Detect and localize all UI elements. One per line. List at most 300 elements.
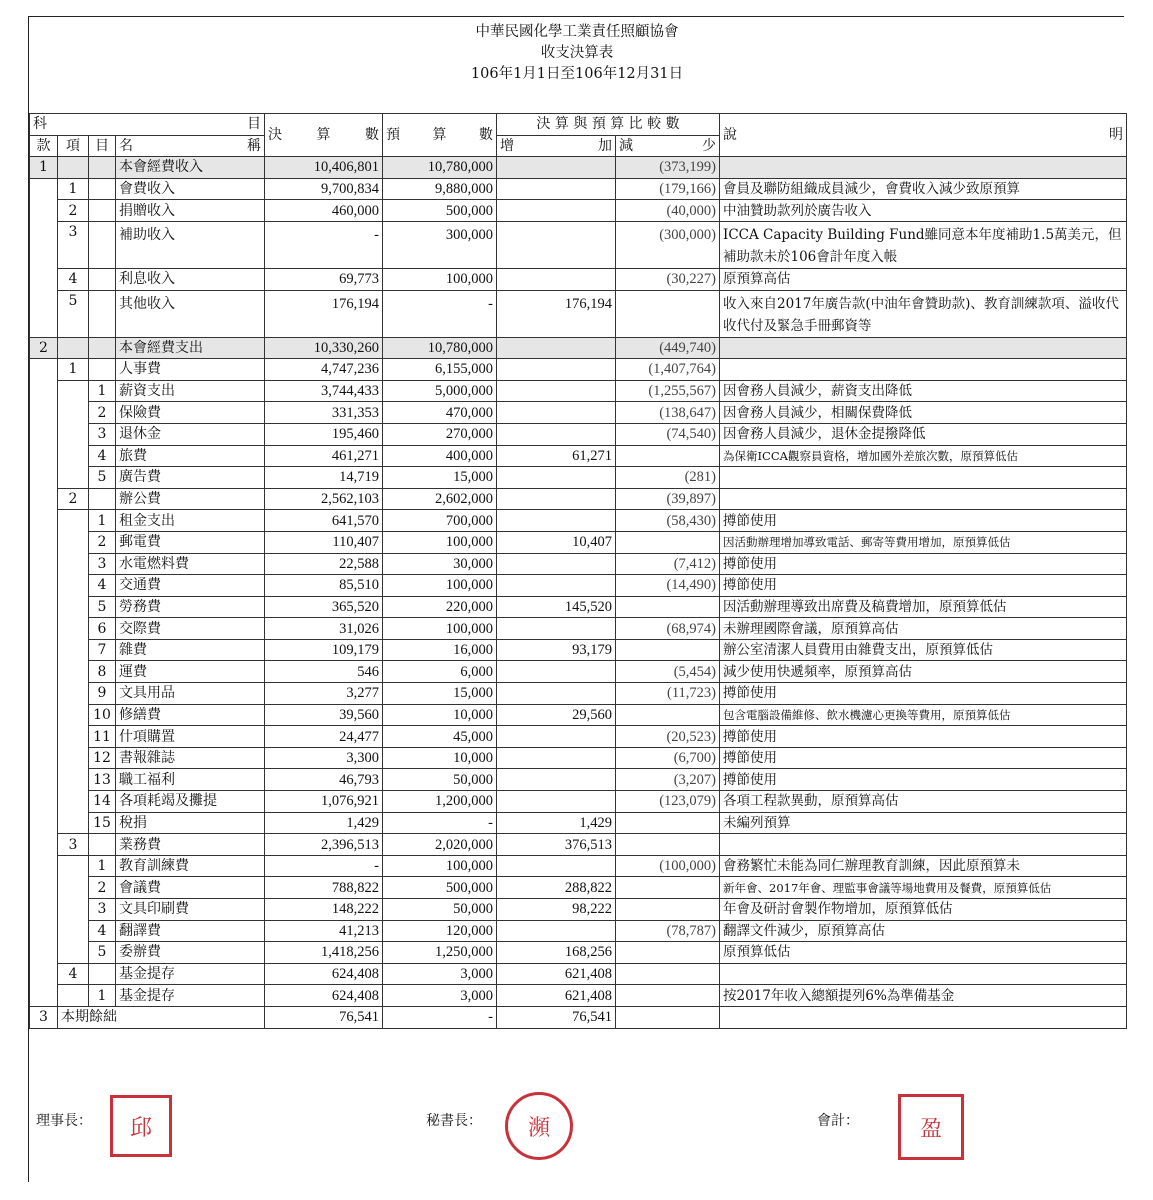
cell-kuan — [30, 268, 58, 290]
cell-mu: 5 — [89, 596, 116, 618]
cell-budget: 100,000 — [383, 531, 497, 553]
cell-mu: 6 — [89, 618, 116, 640]
cell-name: 保險費 — [116, 402, 265, 424]
cell-decrease — [616, 639, 720, 661]
cell-actual: 76,541 — [265, 1006, 383, 1028]
cell-increase — [497, 200, 616, 222]
cell-mu: 1 — [89, 855, 116, 877]
cell-actual: 788,822 — [265, 877, 383, 899]
cell-actual: 546 — [265, 661, 383, 683]
cell-name: 水電燃料費 — [116, 553, 265, 575]
cell-decrease: (1,407,764) — [616, 359, 720, 381]
cell-name: 職工福利 — [116, 769, 265, 791]
cell-actual: 109,179 — [265, 639, 383, 661]
cell-note: 各項工程款異動，原預算高估 — [720, 791, 1127, 813]
cell-decrease: (14,490) — [616, 575, 720, 597]
cell-decrease: (6,700) — [616, 747, 720, 769]
cell-budget: - — [383, 1006, 497, 1028]
cell-note: 原預算高估 — [720, 268, 1127, 290]
cell-mu — [89, 268, 116, 290]
cell-decrease: (40,000) — [616, 200, 720, 222]
cell-actual: 31,026 — [265, 618, 383, 640]
cell-xiang — [58, 920, 89, 942]
cell-budget: 45,000 — [383, 726, 497, 748]
cell-kuan — [30, 380, 58, 402]
cell-decrease: (20,523) — [616, 726, 720, 748]
cell-mu: 4 — [89, 575, 116, 597]
cell-mu: 3 — [89, 553, 116, 575]
cell-mu — [89, 963, 116, 985]
cell-name: 本期餘絀 — [58, 1006, 265, 1028]
table-row — [30, 747, 1127, 769]
accountant-label: 會計： — [817, 1113, 859, 1129]
cell-note: 未辦理國際會議，原預算高估 — [720, 618, 1127, 640]
cell-note: 為保衛ICCA觀察員資格，增加國外差旅次數，原預算低估 — [720, 445, 1127, 467]
cell-mu: 1 — [89, 380, 116, 402]
cell-name: 文具用品 — [116, 683, 265, 705]
col-inc-2: 加 — [598, 137, 612, 154]
cell-name: 辦公費 — [116, 488, 265, 510]
cell-decrease: (11,723) — [616, 683, 720, 705]
cell-increase — [497, 683, 616, 705]
cell-kuan — [30, 488, 58, 510]
cell-name: 各項耗竭及攤提 — [116, 791, 265, 813]
cell-note: 因會務人員減少，薪資支出降低 — [720, 380, 1127, 402]
table-row — [30, 531, 1127, 553]
cell-decrease — [616, 531, 720, 553]
cell-increase — [497, 618, 616, 640]
cell-actual: 39,560 — [265, 704, 383, 726]
cell-note: 未編列預算 — [720, 812, 1127, 834]
cell-name: 人事費 — [116, 359, 265, 381]
cell-kuan — [30, 704, 58, 726]
cell-xiang — [58, 855, 89, 877]
cell-increase — [497, 726, 616, 748]
table-row — [30, 812, 1127, 834]
cell-mu — [89, 337, 116, 359]
cell-kuan — [30, 661, 58, 683]
cell-actual: 365,520 — [265, 596, 383, 618]
cell-note: 會員及聯防組織成員減少，會費收入減少致原預算 — [720, 178, 1127, 200]
cell-decrease: (74,540) — [616, 423, 720, 445]
col-actual-1: 決 — [268, 127, 282, 144]
cell-xiang — [58, 402, 89, 424]
cell-kuan — [30, 575, 58, 597]
cell-xiang — [58, 747, 89, 769]
cell-note: 撙節使用 — [720, 769, 1127, 791]
cell-xiang: 2 — [58, 200, 89, 222]
cell-actual: - — [265, 221, 383, 268]
cell-mu: 2 — [89, 531, 116, 553]
table-row — [30, 510, 1127, 532]
cell-actual: 3,300 — [265, 747, 383, 769]
cell-increase: 10,407 — [497, 531, 616, 553]
cell-name: 委辦費 — [116, 942, 265, 964]
cell-xiang: 4 — [58, 268, 89, 290]
cell-name: 廣告費 — [116, 467, 265, 489]
cell-name: 雜費 — [116, 639, 265, 661]
cell-kuan — [30, 467, 58, 489]
cell-kuan — [30, 791, 58, 813]
table-row — [30, 704, 1127, 726]
cell-actual: 1,076,921 — [265, 791, 383, 813]
cell-increase — [497, 510, 616, 532]
cell-budget: 6,000 — [383, 661, 497, 683]
cell-xiang — [58, 467, 89, 489]
cell-kuan — [30, 920, 58, 942]
cell-note — [720, 359, 1127, 381]
cell-decrease: (138,647) — [616, 402, 720, 424]
col-actual-2: 算 — [316, 127, 331, 144]
cell-note: 因會務人員減少，退休金提撥降低 — [720, 423, 1127, 445]
cell-decrease: (68,974) — [616, 618, 720, 640]
col-budget-2: 算 — [432, 127, 447, 144]
table-row — [30, 337, 1127, 359]
table-row — [30, 683, 1127, 705]
cell-mu: 14 — [89, 791, 116, 813]
cell-note — [720, 1006, 1127, 1028]
cell-name: 勞務費 — [116, 596, 265, 618]
cell-name: 交際費 — [116, 618, 265, 640]
table-row — [30, 791, 1127, 813]
cell-mu: 3 — [89, 423, 116, 445]
col-inc-1: 增 — [500, 137, 514, 154]
cell-mu — [89, 359, 116, 381]
cell-kuan — [30, 769, 58, 791]
cell-budget: 9,880,000 — [383, 178, 497, 200]
cell-name: 什項購置 — [116, 726, 265, 748]
cell-name: 教育訓練費 — [116, 855, 265, 877]
cell-mu — [89, 290, 116, 337]
cell-name: 捐贈收入 — [116, 200, 265, 222]
cell-name: 薪資支出 — [116, 380, 265, 402]
cell-actual: 1,429 — [265, 812, 383, 834]
cell-name: 租金支出 — [116, 510, 265, 532]
cell-note: 按2017年收入總額提列6%為準備基金 — [720, 985, 1127, 1007]
cell-mu: 11 — [89, 726, 116, 748]
cell-kuan — [30, 877, 58, 899]
cell-mu: 10 — [89, 704, 116, 726]
cell-kuan: 1 — [30, 157, 58, 179]
cell-decrease: (449,740) — [616, 337, 720, 359]
cell-name: 本會經費支出 — [116, 337, 265, 359]
cell-decrease: (179,166) — [616, 178, 720, 200]
cell-name: 文具印刷費 — [116, 899, 265, 921]
cell-kuan — [30, 942, 58, 964]
cell-name: 交通費 — [116, 575, 265, 597]
cell-note: 會務繁忙未能為同仁辦理教育訓練，因此原預算未 — [720, 855, 1127, 877]
cell-increase — [497, 157, 616, 179]
cell-actual: - — [265, 855, 383, 877]
cell-kuan — [30, 221, 58, 268]
cell-decrease: (39,897) — [616, 488, 720, 510]
cell-budget: 300,000 — [383, 221, 497, 268]
cell-name: 補助收入 — [116, 221, 265, 268]
table-row — [30, 1006, 1127, 1028]
cell-xiang — [58, 380, 89, 402]
cell-note: 原預算低估 — [720, 942, 1127, 964]
cell-xiang — [58, 726, 89, 748]
cell-increase: 288,822 — [497, 877, 616, 899]
cell-note: ICCA Capacity Building Fund雖同意本年度補助1.5萬美元，但補助款未於106會計年度入帳 — [720, 221, 1127, 268]
cell-xiang — [58, 985, 89, 1007]
cell-note — [720, 157, 1127, 179]
cell-budget: - — [383, 290, 497, 337]
cell-budget: 30,000 — [383, 553, 497, 575]
cell-mu — [89, 488, 116, 510]
cell-budget: 50,000 — [383, 899, 497, 921]
cell-actual: 2,396,513 — [265, 834, 383, 856]
table-row — [30, 877, 1127, 899]
cell-actual: 461,271 — [265, 445, 383, 467]
cell-increase: 93,179 — [497, 639, 616, 661]
cell-budget: 16,000 — [383, 639, 497, 661]
cell-budget: 10,780,000 — [383, 157, 497, 179]
cell-kuan — [30, 200, 58, 222]
cell-mu: 8 — [89, 661, 116, 683]
col-note-2: 明 — [1109, 127, 1123, 144]
cell-kuan: 3 — [30, 1006, 58, 1028]
cell-decrease — [616, 942, 720, 964]
cell-increase: 1,429 — [497, 812, 616, 834]
cell-name: 會議費 — [116, 877, 265, 899]
cell-xiang — [58, 791, 89, 813]
cell-mu — [89, 834, 116, 856]
table-row — [30, 402, 1127, 424]
cell-budget: 6,155,000 — [383, 359, 497, 381]
cell-decrease: (58,430) — [616, 510, 720, 532]
cell-xiang: 2 — [58, 488, 89, 510]
cell-kuan — [30, 553, 58, 575]
cell-actual: 10,406,801 — [265, 157, 383, 179]
cell-note — [720, 834, 1127, 856]
table-row — [30, 380, 1127, 402]
table-row — [30, 661, 1127, 683]
cell-note: 年會及研討會製作物增加，原預算低估 — [720, 899, 1127, 921]
cell-mu: 1 — [89, 985, 116, 1007]
cell-budget: 3,000 — [383, 985, 497, 1007]
cell-increase — [497, 359, 616, 381]
cell-budget: 5,000,000 — [383, 380, 497, 402]
cell-kuan — [30, 639, 58, 661]
cell-budget: 700,000 — [383, 510, 497, 532]
table-row — [30, 423, 1127, 445]
header-row-1 — [30, 114, 1127, 136]
cell-decrease — [616, 899, 720, 921]
cell-budget: 10,000 — [383, 747, 497, 769]
cell-xiang — [58, 639, 89, 661]
table-row — [30, 488, 1127, 510]
cell-name: 翻譯費 — [116, 920, 265, 942]
cell-budget: 10,000 — [383, 704, 497, 726]
cell-actual: 195,460 — [265, 423, 383, 445]
cell-xiang — [58, 769, 89, 791]
cell-mu — [89, 157, 116, 179]
cell-increase — [497, 769, 616, 791]
cell-actual: 85,510 — [265, 575, 383, 597]
cell-note: 收入來自2017年廣告款(中油年會贊助款)、教育訓練款項、溢收代收代付及緊急手冊郵資等 — [720, 290, 1127, 337]
cell-mu: 2 — [89, 877, 116, 899]
cell-xiang — [58, 618, 89, 640]
cell-increase — [497, 402, 616, 424]
cell-name: 稅捐 — [116, 812, 265, 834]
cell-increase: 621,408 — [497, 985, 616, 1007]
cell-decrease: (281) — [616, 467, 720, 489]
cell-name: 基金提存 — [116, 985, 265, 1007]
cell-budget: 100,000 — [383, 618, 497, 640]
cell-decrease — [616, 704, 720, 726]
cell-actual: 2,562,103 — [265, 488, 383, 510]
cell-mu: 3 — [89, 899, 116, 921]
table-row — [30, 942, 1127, 964]
cell-budget: 1,200,000 — [383, 791, 497, 813]
cell-xiang — [58, 510, 89, 532]
cell-actual: 3,744,433 — [265, 380, 383, 402]
col-compare: 決 算 與 預 算 比 較 數 — [497, 114, 720, 136]
cell-budget: 400,000 — [383, 445, 497, 467]
cell-xiang: 1 — [58, 178, 89, 200]
cell-xiang — [58, 596, 89, 618]
cell-xiang — [58, 157, 89, 179]
cell-mu: 4 — [89, 445, 116, 467]
cell-note: 翻譯文件減少，原預算高估 — [720, 920, 1127, 942]
cell-mu: 13 — [89, 769, 116, 791]
cell-xiang — [58, 661, 89, 683]
cell-note: 撙節使用 — [720, 726, 1127, 748]
cell-increase — [497, 920, 616, 942]
cell-increase — [497, 575, 616, 597]
cell-mu: 2 — [89, 402, 116, 424]
cell-xiang — [58, 553, 89, 575]
cell-increase — [497, 268, 616, 290]
cell-note: 撙節使用 — [720, 510, 1127, 532]
cell-decrease: (373,199) — [616, 157, 720, 179]
cell-note: 因活動辦理增加導致電話、郵寄等費用增加，原預算低估 — [720, 531, 1127, 553]
table-row — [30, 920, 1127, 942]
cell-increase — [497, 791, 616, 813]
cell-note — [720, 467, 1127, 489]
cell-mu: 15 — [89, 812, 116, 834]
cell-kuan: 2 — [30, 337, 58, 359]
cell-budget: 100,000 — [383, 575, 497, 597]
cell-xiang — [58, 423, 89, 445]
cell-xiang — [58, 812, 89, 834]
cell-mu: 4 — [89, 920, 116, 942]
cell-name: 利息收入 — [116, 268, 265, 290]
cell-increase: 29,560 — [497, 704, 616, 726]
cell-kuan — [30, 747, 58, 769]
cell-budget: 120,000 — [383, 920, 497, 942]
org-name: 中華民國化學工業責任照顧協會 — [475, 24, 679, 40]
cell-decrease: (78,787) — [616, 920, 720, 942]
cell-increase: 61,271 — [497, 445, 616, 467]
cell-decrease — [616, 1006, 720, 1028]
cell-increase — [497, 488, 616, 510]
cell-xiang — [58, 337, 89, 359]
secretary-seal: 瀕 — [505, 1092, 573, 1160]
cell-kuan — [30, 726, 58, 748]
table-row — [30, 985, 1127, 1007]
col-actual-3: 數 — [365, 127, 379, 144]
cell-decrease — [616, 596, 720, 618]
cell-actual: 9,700,834 — [265, 178, 383, 200]
cell-actual: 460,000 — [265, 200, 383, 222]
cell-xiang: 3 — [58, 221, 89, 268]
cell-budget: 100,000 — [383, 855, 497, 877]
table-row — [30, 445, 1127, 467]
cell-kuan — [30, 445, 58, 467]
cell-mu: 12 — [89, 747, 116, 769]
table-row — [30, 359, 1127, 381]
cell-kuan — [30, 899, 58, 921]
table-row — [30, 575, 1127, 597]
cell-budget: 3,000 — [383, 963, 497, 985]
col-cheng: 稱 — [247, 137, 261, 154]
cell-mu — [89, 178, 116, 200]
cell-actual: 10,330,260 — [265, 337, 383, 359]
table-row — [30, 200, 1127, 222]
cell-increase: 168,256 — [497, 942, 616, 964]
table-row — [30, 178, 1127, 200]
cell-note: 中油贊助款列於廣告收入 — [720, 200, 1127, 222]
cell-kuan — [30, 834, 58, 856]
cell-kuan — [30, 359, 58, 381]
cell-xiang — [58, 445, 89, 467]
table-row — [30, 639, 1127, 661]
cell-xiang — [58, 899, 89, 921]
cell-budget: 1,250,000 — [383, 942, 497, 964]
cell-mu: 7 — [89, 639, 116, 661]
cell-xiang — [58, 704, 89, 726]
cell-kuan — [30, 985, 58, 1007]
cell-budget: 500,000 — [383, 200, 497, 222]
cell-xiang: 1 — [58, 359, 89, 381]
table-row — [30, 963, 1127, 985]
cell-note: 因會務人員減少，相關保費降低 — [720, 402, 1127, 424]
cell-mu: 5 — [89, 467, 116, 489]
cell-note: 辦公室清潔人員費用由雜費支出，原預算低估 — [720, 639, 1127, 661]
cell-name: 修繕費 — [116, 704, 265, 726]
cell-kuan — [30, 531, 58, 553]
cell-actual: 331,353 — [265, 402, 383, 424]
cell-kuan — [30, 812, 58, 834]
cell-name: 業務費 — [116, 834, 265, 856]
cell-name: 書報雜誌 — [116, 747, 265, 769]
cell-note — [720, 963, 1127, 985]
cell-increase: 621,408 — [497, 963, 616, 985]
cell-mu — [89, 200, 116, 222]
cell-xiang — [58, 942, 89, 964]
cell-name: 退休金 — [116, 423, 265, 445]
cell-decrease: (123,079) — [616, 791, 720, 813]
cell-actual: 24,477 — [265, 726, 383, 748]
cell-budget: 220,000 — [383, 596, 497, 618]
cell-actual: 14,719 — [265, 467, 383, 489]
cell-xiang — [58, 575, 89, 597]
cell-increase: 76,541 — [497, 1006, 616, 1028]
cell-actual: 4,747,236 — [265, 359, 383, 381]
cell-kuan — [30, 855, 58, 877]
cell-decrease: (1,255,567) — [616, 380, 720, 402]
cell-mu — [89, 221, 116, 268]
cell-budget: 15,000 — [383, 683, 497, 705]
cell-name: 旅費 — [116, 445, 265, 467]
cell-kuan — [30, 510, 58, 532]
cell-actual: 624,408 — [265, 985, 383, 1007]
cell-kuan — [30, 683, 58, 705]
cell-name: 會費收入 — [116, 178, 265, 200]
table-row — [30, 268, 1127, 290]
